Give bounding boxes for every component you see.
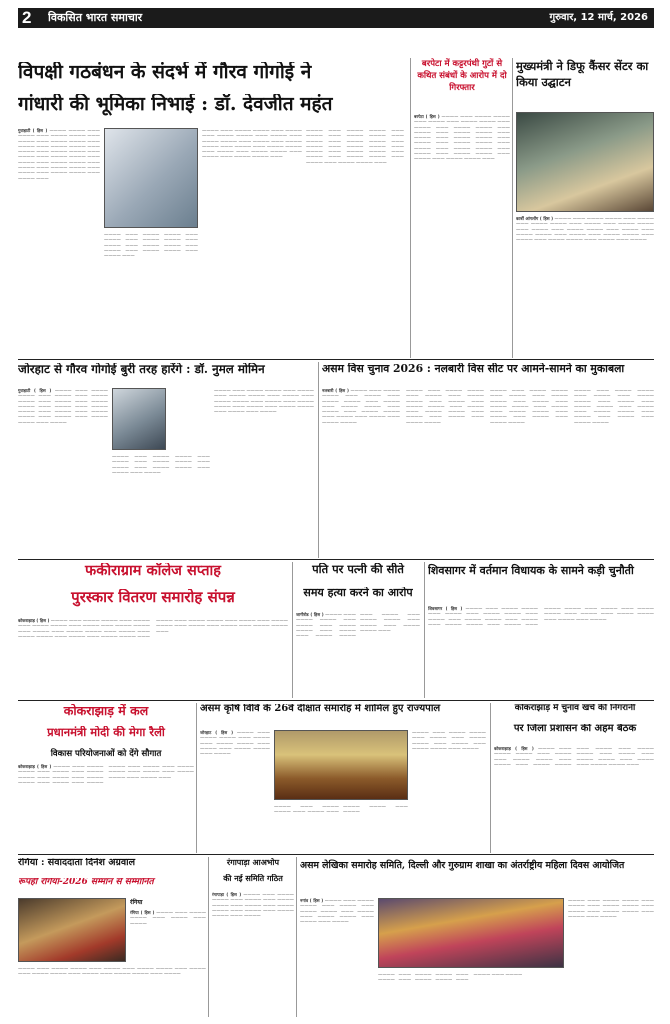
rangapara-body: रंगापाड़ा ( हिस ) ———— ——— ———— ———— ——— ———— ——— ———— ———— ——— ———— ——— ———— ———— ——— ———— ——— ———— ———— ——— ———— [212, 892, 294, 919]
daycare-headline: मुख्यमंत्री ने डिफू कैंसर सेंटर का किया उद्घाटन [516, 59, 649, 89]
agri-dateline: जोरहाट ( हिस ) [200, 730, 234, 735]
women-headline: असम लेखिका समारोह समिति, दिल्ली और गुरुग्राम शाखा का अंतर्राष्ट्रीय महिला दिवस आयोजित [300, 860, 625, 871]
karbi-headline: बरपेटा में कट्टरपंथी गुटों से कथित संबंधों के आरोप में दो गिरफ्तार [417, 59, 507, 93]
modi-body: कोकराझाड़ ( हिस ) ———— ——— ———— ———— ——— ———— ——— ———— ———— ——— ———— ——— ———— ———— ——— ———— ——— ———— ———— ——— ———— ——— ———— ———— ——— ———— ——— ———— ———— ——— ———— ——— [18, 764, 194, 785]
fakiragram-body: कोकराझाड़ ( हिस ) ———— ——— ———— ———— ——— ———— ——— ———— ———— ——— ———— ——— ———— ———— ——— ———— ——— ———— ———— ——— ———— ——— ———— ———— ——— ———— ——— ———— ———— ——— ———— ——— ———— ———— ——— ———— ——— ———— ———— ——— ———— ——— ———— ——— ———— ———— ——— [18, 618, 288, 639]
rangia-dateline: रंगिया ( हिस ) [130, 910, 155, 915]
gogoi-body: गुवाहाटी ( हिस ) ———— ———— ——— ———— ——— ———— ———— ——— ———— ——— ———— ———— ——— ———— ——— ———— ———— ——— ———— ——— ———— ———— ——— ———— ——— ———— ———— ——— ———— ——— ———— ———— ——— ———— ——— ———— ———— ——— ———— ——— ———— ———— ——— ———— ——— ———— ——— ———— ———— ——— ———— ——— ———— ———— ——— ———— ——— ———— ———— ——— ———— ——— ———— ———— ——— ———— ——— ———— ——— ———— ———— ——— ———— ——— ———— ———— ——— ———— ——— ———— ———— ——— ———— ——— ———— ———— ——— ———— ——— ———— ———— ——— ———— ——— ———— ———— ——— ———— ——— ———— ———— ——— ———— ——— ———— ———— ——— ———— ——— ———— ———— ——— ———— ——— ———— ———— ——— ———— ——— ———— ———— ——— ———— ——— ———— ———— ——— ———— ——— ———— ———— ——— ———— ——— ———— ———— ——— [18, 128, 404, 259]
agri-body-left: जोरहाट ( हिस ) ———— ——— ———— ———— ——— ———— ——— ———— ———— ——— ———— ——— ———— ———— ——— ———— [200, 730, 270, 757]
sibsagar-dateline: शिवसागर ( हिस ) [428, 606, 463, 611]
gogoi-photo [104, 128, 198, 228]
agri-body-mid: ———— ——— ———— ———— ——— ———— ——— ———— ———— ——— ———— [274, 804, 408, 815]
couple-body: जागीरोड ( हिस ) ———— ——— ———— ———— ——— ———— ——— ———— ———— ——— ———— ——— ———— ———— ——— ———— ——— ———— ———— ——— ———— ——— ———— ———— ——— [296, 612, 420, 639]
jorhat-photo [112, 388, 166, 450]
election-cost-body: कोकराझाड़ ( हिस ) ———— ——— ———— ———— ——— ———— ——— ———— ———— ——— ———— ——— ———— ———— ——— ———— ——— ———— ———— ——— ———— ——— ———— ———— ——— ———— ——— ———— ———— ——— [494, 746, 654, 767]
women-body-mid: ———— ——— ———— ———— ——— ———— ——— ———— ———— ——— ———— ——— ———— [378, 972, 523, 983]
rangia-body: ———— ——— ———— ———— ——— ———— ——— ———— ———— ——— ———— ——— ———— ———— ——— ———— ——— ———— ———— ——— ———— [18, 966, 206, 977]
rangapara-headline-line2: की नई समिति गठित [223, 874, 283, 883]
fakiragram-headline-line1: फकीराग्राम कॉलेज सप्ताह [85, 563, 221, 579]
paper-name: विकसित भारत समाचार [48, 11, 143, 24]
rangia-headline: रंगिया : संवाददाता दिनेश अग्रवाल [18, 858, 136, 868]
page-number: 2 [22, 8, 32, 27]
couple-headline-line2: समय हत्या करने का आरोप [303, 587, 413, 599]
women-dateline: नगांव ( हिस ) [300, 898, 324, 903]
modi-headline-line1: कोकराझाड़ में कल [63, 704, 149, 718]
modi-headline-line2: प्रधानमंत्री मोदी की मेगा रैली [47, 726, 165, 739]
rangia-subhead: रूपहीं रंगिया-2026 सम्मान से सम्मानित [18, 878, 154, 887]
jorhat-body: गुवाहाटी ( हिस ) ———— ——— ———— ———— ——— ———— ——— ———— ———— ——— ———— ——— ———— ———— ——— ———— ——— ———— ———— ——— ———— ——— ———— ———— ——— ———— ——— ———— ———— ——— ———— ———— ——— ———— ———— ——— ———— ——— ———— ———— ——— ———— ——— ———— ———— ——— ———— ——— ———— ———— ——— ———— ———— ——— ———— ——— ———— ———— ——— ———— ——— ———— ———— ——— ———— ——— ———— ———— ——— ———— ——— ———— ———— ——— ———— ——— ———— [18, 388, 314, 475]
rangia-photo [18, 898, 126, 962]
karbi-dateline: बरपेटा ( हिस ) [414, 114, 440, 119]
fakiragram-headline-line2: पुरस्कार वितरण समारोह संपन्न [71, 589, 235, 606]
election-cost-dateline: कोकराझाड़ ( हिस ) [494, 746, 534, 751]
gogoi-dateline: गुवाहाटी ( हिस ) [18, 128, 48, 133]
rangia-body-side: रंगिया ( हिस ) ———— ——— ———— ———— ——— ———— ——— ———— [130, 910, 206, 926]
daycare-photo [516, 112, 654, 212]
nalbari-dateline: नलबारी ( हिस ) [322, 388, 349, 393]
nalbari-body: नलबारी ( हिस ) ———— ——— ———— ———— ——— ———— ——— ———— ———— ——— ———— ——— ———— ———— ——— ———— ——— ———— ———— ——— ———— ——— ———— ——— ———— ———— ———— ——— ———— ———— ——— ———— ——— ———— ———— ——— ———— ——— ———— ———— ——— ———— ——— ———— ———— ——— ———— ——— ———— ——— ———— ———— ———— ——— ———— ———— ——— ———— ——— ———— ———— ——— ———— ——— ———— ———— ——— ———— ——— ———— ———— ——— ———— ——— ———— ——— ———— ———— ———— ——— ———— ———— ——— ———— ——— ———— ———— ——— ———— ——— ———— ———— ——— ———— ——— ———— ———— ——— ———— ——— ———— ——— ———— ———— [322, 388, 654, 425]
sibsagar-headline: शिवसागर में वर्तमान विधायक के सामने कड़ी चुनौती [428, 564, 634, 577]
couple-dateline: जागीरोड ( हिस ) [296, 612, 324, 617]
fakiragram-dateline: कोकराझाड़ ( हिस ) [18, 618, 50, 623]
agri-photo [274, 730, 408, 800]
sibsagar-body: शिवसागर ( हिस ) ———— ——— ———— ———— ——— ———— ——— ———— ———— ——— ———— ——— ———— ———— ——— ———— ——— ———— ———— ——— ———— ——— ———— ———— ——— ———— ——— ———— ———— ——— ———— ——— ———— ———— ——— ———— ——— ———— [428, 606, 654, 627]
election-cost-headline-line1: कोकराझाड़ में चुनाव खर्च की निगरानी [514, 704, 636, 713]
women-body-right: ———— ——— ———— ———— ——— ———— ——— ———— ———— ——— ———— ——— ———— ———— ——— ———— ——— ———— [568, 898, 654, 919]
gogoi-headline-line2: गांधारी की भूमिका निभाई : डॉ. देवजीत महंत [18, 94, 333, 115]
agri-body-right: ———— ——— ———— ———— ——— ———— ——— ———— ———— ——— ———— ——— ———— ———— ——— ———— [412, 730, 486, 751]
karbi-body: बरपेटा ( हिस ) ———— ——— ———— ———— ——— ———— ——— ———— ———— ——— ———— ——— ———— ———— ——— ———— ——— ———— ———— ——— ———— ——— ———— ———— ——— ———— ——— ———— ———— ——— ———— ——— ———— ———— ——— ———— ——— ———— ———— ——— ———— ——— ———— ———— ——— [414, 114, 510, 162]
women-body-left: नगांव ( हिस ) ———— ——— ———— ———— ——— ———— ——— ———— ———— ——— ———— ——— ———— ———— ——— ———— ——— ———— [300, 898, 374, 925]
daycare-body: कार्बी आंगलोंग ( हिस ) ———— ——— ———— ———— ——— ———— ——— ———— ———— ——— ———— ——— ———— ———— ——— ———— ——— ———— ———— ——— ———— ——— ———— ———— ——— ———— ——— ———— ———— ——— ———— ——— ———— ———— ——— ———— ——— ———— [516, 216, 654, 243]
rangia-photo-caption: रंगिया [130, 899, 143, 906]
daycare-dateline: कार्बी आंगलोंग ( हिस ) [516, 216, 554, 221]
modi-dateline: कोकराझाड़ ( हिस ) [18, 764, 52, 769]
jorhat-dateline: गुवाहाटी ( हिस ) [18, 388, 52, 393]
nalbari-headline: असम विस चुनाव 2026 : नलबारी विस सीट पर आमने-सामने का मुकाबला [322, 363, 625, 375]
election-cost-headline-line2: पर जिला प्रशासन की अहम बैठक [513, 724, 637, 734]
issue-date: गुरुवार, 12 मार्च, 2026 [549, 12, 648, 23]
agri-headline: असम कृषि विवि के 26वें दीक्षांत समारोह में शामिल हुए राज्यपाल [200, 704, 441, 714]
women-photo [378, 898, 564, 968]
rangapara-headline-line1: रंगापाड़ा आअभोप [226, 858, 280, 867]
couple-headline-line1: पति पर पत्नी की सीते [312, 563, 404, 576]
jorhat-headline: जोरहाट से गौरव गोगोई बुरी तरह हारेंगे : डॉ. नुमल मोमिन [18, 363, 265, 376]
gogoi-headline-line1: विपक्षी गठबंधन के संदर्भ में गौरव गोगोई ने [18, 62, 312, 83]
modi-subhead: विकास परियोजनाओं को देंगे सौगात [50, 749, 162, 759]
rangapara-dateline: रंगापाड़ा ( हिस ) [212, 892, 242, 897]
